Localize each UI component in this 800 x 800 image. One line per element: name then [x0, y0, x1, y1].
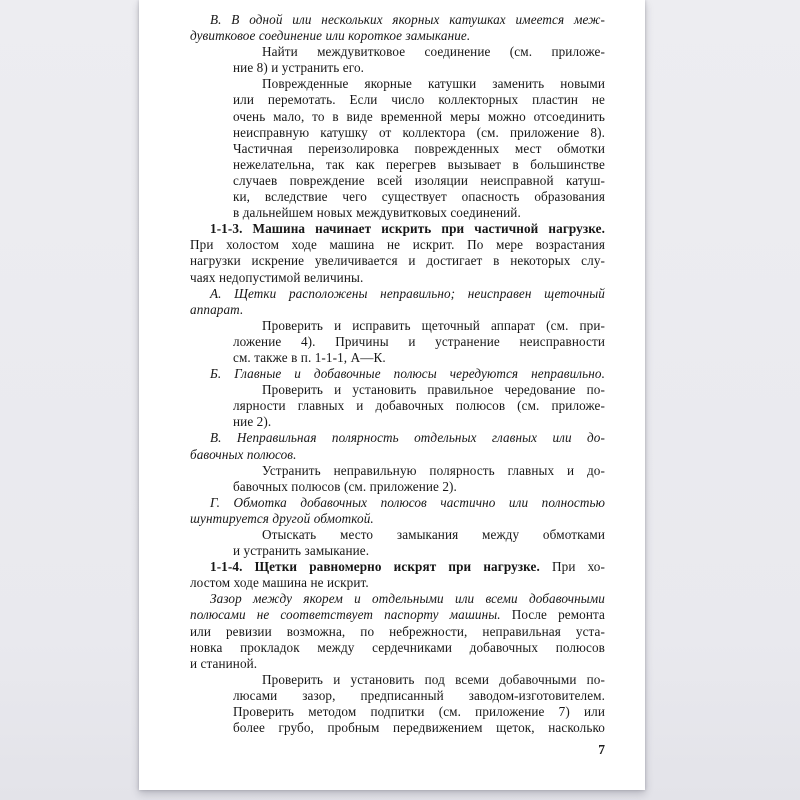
paragraph-remedy: [190, 318, 605, 366]
book-page: [139, 0, 645, 790]
text-line: ние 2).: [233, 414, 272, 430]
text-line: аппарат.: [190, 301, 244, 317]
text-line: дувитковое соединение или короткое замыкание.: [190, 28, 471, 44]
text-line: ки, вследствие чего существует опасность образования: [233, 189, 605, 205]
text-line: Г. Обмотка добавочных полюсов частично или полностью: [210, 494, 605, 510]
paragraph-defect-item-b: [190, 366, 605, 382]
text-line: Б. Главные и добавочные полюсы чередуются неправильно.: [210, 366, 605, 382]
text-line: В. Неправильная полярность отдельных главных или до-: [210, 430, 605, 446]
paragraph-defect-item-v1: [190, 12, 605, 44]
text-line: нежелательна, так как перегрев вызывает в большинстве: [233, 156, 605, 172]
text-line: лостом ходе машина не искрит.: [190, 575, 369, 591]
paragraph-remedy: [190, 672, 605, 736]
text-line: Проверить методом подпитки (см. приложение 7) или: [233, 704, 605, 720]
paragraph-defect-item-g: [190, 495, 605, 527]
text-line: В. В одной или нескольких якорных катушках имеется меж-: [210, 12, 605, 27]
section-title-line: [190, 559, 605, 575]
regular-segment: После ремонта: [500, 607, 605, 623]
text-line: нагрузки искрение увеличивается и достигает в некоторых слу-: [190, 253, 605, 269]
text-line: и станиной.: [190, 655, 258, 671]
section-title-line: 1-1-3. Машина начинает искрить при частичной нагрузке.: [210, 221, 605, 237]
text-line: случаев повреждение всей изоляции неисправной катуш-: [233, 172, 605, 188]
text-line: Поврежденные якорные катушки заменить новыми: [262, 76, 605, 92]
page-text-block: [190, 12, 605, 736]
text-line: или ревизии возможна, по небрежности, неправильная уста-: [190, 623, 605, 639]
paragraph-remedy: [190, 463, 605, 495]
text-line: и устранить замыкание.: [233, 543, 370, 559]
text-line: чаях недопустимой величины.: [190, 269, 364, 285]
section-heading-1-1-4: [190, 559, 605, 591]
text-line: [190, 607, 605, 623]
text-line: Проверить и установить правильное чередование по-: [262, 382, 605, 398]
text-line: лярности главных и добавочных полюсов (см. приложе-: [233, 398, 605, 414]
text-line: А. Щетки расположены неправильно; неисправен щеточный: [210, 285, 605, 301]
text-line: ние 8) и устранить его.: [233, 60, 365, 76]
text-line: люсами зазор, предписанный заводом-изготовителем.: [233, 687, 605, 703]
paragraph-defect-item-v2: [190, 430, 605, 462]
paragraph-defect-cause: [190, 591, 605, 671]
text-line: бавочных полюсов.: [190, 446, 297, 462]
text-line: в дальнейшем новых междувитковых соединений.: [233, 205, 521, 221]
text-line: шунтируется другой обмоткой.: [190, 510, 374, 526]
text-line: ложение 4). Причины и устранение неисправности: [233, 333, 605, 349]
text-line: Найти междувитковое соединение (см. приложе-: [262, 44, 605, 60]
text-line: Проверить и установить под всеми добавочными по-: [262, 671, 605, 687]
page-number: 7: [598, 742, 605, 757]
text-line: Частичная переизолировка поврежденных мест обмотки: [233, 140, 605, 156]
text-line: Устранить неправильную полярность главных и до-: [262, 462, 605, 478]
text-line: Зазор между якорем и отдельными или всеми добавочными: [210, 591, 605, 607]
italic-segment: полюсами не соответствует паспорту машины.: [190, 607, 501, 623]
text-line: неисправную катушку от коллектора (см. приложение 8).: [233, 124, 605, 140]
paragraph-remedy: [190, 382, 605, 430]
paragraph-defect-item-a: [190, 286, 605, 318]
text-line: см. также в п. 1-1-1, А—К.: [233, 349, 386, 365]
paragraph-remedy: [190, 44, 605, 76]
text-line: бавочных полюсов (см. приложение 2).: [233, 478, 457, 494]
text-line: очень мало, то в виде временной меры можно отсоединить: [233, 108, 605, 124]
text-line: При холостом ходе машина не искрит. По мере возрастания: [190, 237, 605, 253]
text-line: Проверить и исправить щеточный аппарат (см. при-: [262, 317, 605, 333]
text-line: новка прокладок между сердечниками добавочных полюсов: [190, 639, 605, 655]
paragraph-remedy: [190, 76, 605, 221]
text-line: Отыскать место замыкания между обмотками: [262, 527, 605, 542]
text-line: более грубо, пробным передвижением щеток, насколько: [233, 720, 605, 736]
heading-bold-segment: 1-1-4. Щетки равномерно искрят при нагрузке.: [210, 559, 540, 575]
heading-regular-segment: При хо-: [539, 559, 605, 575]
text-line: или перемотать. Если число коллекторных пластин не: [233, 92, 605, 108]
paragraph-remedy: [190, 527, 605, 559]
section-heading-1-1-3: [190, 221, 605, 285]
